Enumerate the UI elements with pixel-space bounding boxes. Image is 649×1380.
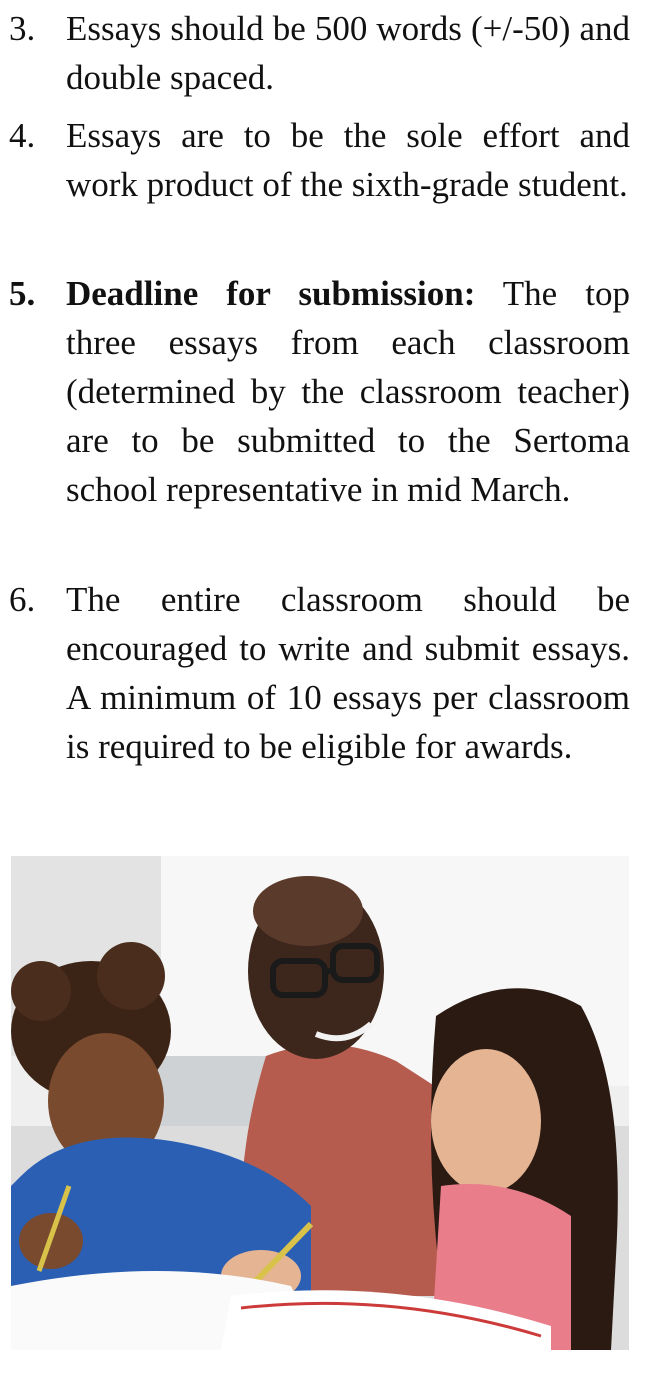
list-item-text: The top three essays from each classroom (determined by the classroom teacher) are to be submitted to the Sertoma school representative in mid March.: [66, 274, 630, 509]
classroom-photo: [11, 856, 629, 1350]
list-number: 5.: [9, 274, 36, 313]
list-number: 3.: [9, 9, 36, 48]
classroom-photo-illustration: [11, 856, 629, 1350]
list-item-text: Essays should be 500 words (+/-50) and double spaced.: [66, 9, 630, 97]
list-item-4: [0, 111, 649, 209]
list-item-text: Essays are to be the sole effort and work product of the sixth-grade student.: [66, 116, 630, 204]
list-number: 6.: [9, 580, 36, 619]
list-item-5: [0, 269, 649, 514]
list-item-text: The entire classroom should be encouraged to write and submit essays. A minimum of 10 essays per classroom is required to be eligible for awards.: [66, 580, 630, 766]
deadline-label: Deadline for submission:: [66, 274, 476, 313]
list-item-6: [0, 575, 649, 771]
list-number: 4.: [9, 116, 36, 155]
list-item-3: [0, 4, 649, 102]
